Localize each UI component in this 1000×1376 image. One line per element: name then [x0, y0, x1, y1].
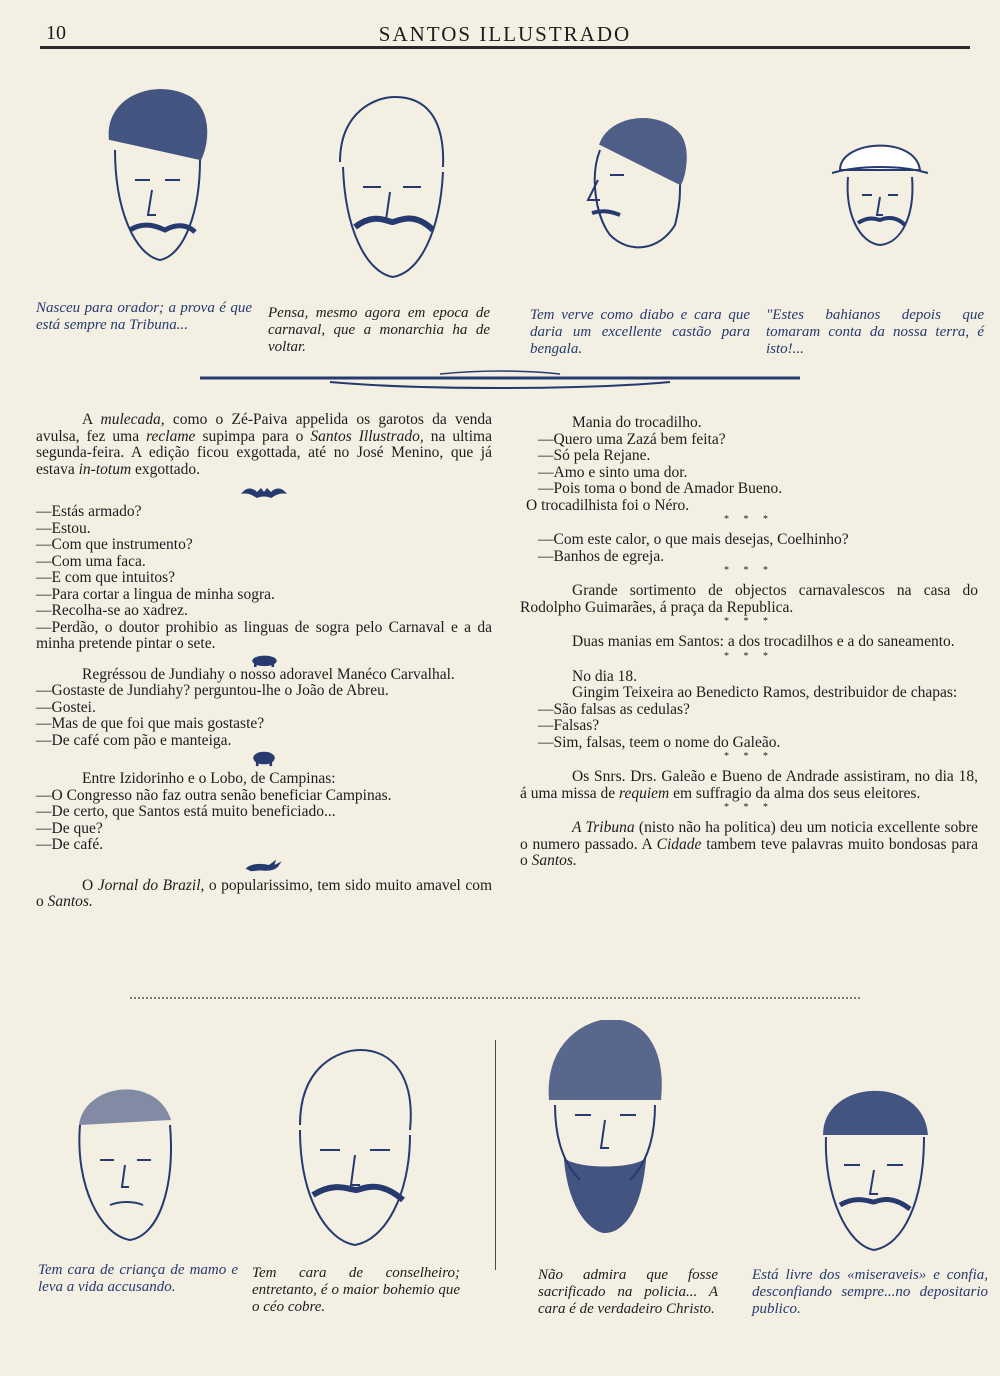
intro-paragraph: A mulecada, como o Zé-Paiva appelida os garotos da venda avulsa, fez uma reclame supimpa para o Santos Illustrado, na ultima segunda-feira. A edição ficou exgottada, até no José Menino, que já estava in-totum exgottado.	[36, 411, 492, 478]
text-line: Mania do trocadilho.	[572, 414, 702, 431]
section-separator	[130, 997, 860, 999]
top-caption-1: Nasceu para orador; a prova é que está sempre na Tribuna...	[36, 300, 252, 333]
asterism: * * *	[724, 514, 774, 525]
bottom-caption-3: Não admira que fosse sacrificado na policia... A cara é de verdadeiro Christo.	[538, 1267, 718, 1317]
paragraph-maneco: Regréssou de Jundiahy o nosso adoravel Manéco Carvalhal.	[82, 665, 455, 683]
top-caption-3: Tem verve como diabo e cara que daria um excellente castão para bengala.	[530, 307, 750, 357]
block-tribuna: A Tribuna (nisto não ha politica) deu um noticia excellente sobre o numero passado. A Cidade tambem teve palavras muito bondosas para o Santos.	[520, 819, 979, 869]
dialogue-line: —Com uma faca.	[36, 552, 146, 570]
text-line: —Com este calor, o que mais desejas, Coelhinho?	[538, 531, 849, 548]
dialogue-line: —Para cortar a lingua de minha sogra.	[36, 585, 275, 603]
text-line: —Só pela Rejane.	[538, 447, 651, 464]
dialogue-line: —Estás armado?	[36, 503, 142, 520]
asterism: * * *	[724, 802, 774, 813]
portrait-verve	[580, 105, 690, 265]
page-header	[40, 18, 970, 46]
block-sortimento: Grande sortimento de objectos carnavalescos na casa do Rodolpho Guimarães, á praça da Republica.	[520, 582, 978, 616]
paragraph-jornal: O Jornal do Brazil, o popularissimo, tem sido muito amavel com o Santos.	[36, 876, 492, 910]
bat-icon	[36, 482, 492, 504]
text-line: —Quero uma Zazá bem feita?	[538, 430, 726, 448]
block-missa: Os Snrs. Drs. Galeão e Bueno de Andrade assistiram, no dia 18, á uma missa de requiem em suffragio da alma dos seus eleitores.	[520, 768, 978, 802]
dialogue-line: —De café com pão e manteiga.	[36, 731, 232, 749]
dialogue-line: —Com que instrumento?	[36, 536, 193, 553]
text-line: —Banhos de egreja.	[538, 547, 665, 565]
top-caption-2: Pensa, mesmo agora em epoca de carnaval, que a monarchia ha de voltar.	[268, 305, 490, 355]
asterism: * * *	[724, 616, 774, 627]
block-calor	[520, 532, 978, 565]
asterism: * * *	[724, 650, 774, 662]
text-line: —São falsas as cedulas?	[538, 700, 690, 718]
rabbit-icon	[36, 856, 492, 878]
dialogue-line: —Gostaste de Jundiahy? perguntou-lhe o João de Abreu.	[36, 682, 389, 699]
dialogue-2	[36, 683, 492, 749]
ornament-divider	[200, 370, 800, 390]
page-number: 10	[46, 22, 66, 44]
top-caption-4: "Estes bahianos depois que tomaram conta da nossa terra, é isto!...	[766, 307, 984, 357]
dialogue-line: —E com que intuitos?	[36, 569, 176, 586]
text-line: —Amo e sinto uma dor.	[538, 463, 688, 481]
dialogue-line: —Estou.	[36, 519, 91, 537]
dialogue-line: —Perdão, o doutor prohibio as linguas de sogra pelo Carnaval e a da minha pretende pintar o sete.	[36, 618, 492, 652]
header-rule	[40, 46, 970, 49]
portrait-christo	[540, 1020, 670, 1235]
portrait-orator	[90, 80, 220, 270]
asterism: * * *	[724, 565, 774, 576]
pig-icon	[36, 653, 492, 667]
dialogue-line: —De que?	[36, 819, 103, 837]
block-date: No dia 18.	[572, 667, 638, 685]
block-manias: Duas manias em Santos: a dos trocadilhos e a do saneamento.	[572, 633, 955, 650]
text-line: —Pois toma o bond de Amador Bueno.	[538, 480, 783, 497]
dialogue-cedulas	[520, 702, 978, 752]
paragraph-campinas: Entre Izidorinho e o Lobo, de Campinas:	[82, 770, 336, 787]
asterism: * * *	[724, 751, 774, 762]
masthead-title: SANTOS ILLUSTRADO	[378, 22, 632, 46]
dialogue-1	[36, 504, 492, 653]
bottom-caption-1: Tem cara de criança de mamo e leva a vida accusando.	[38, 1262, 238, 1295]
pig-icon	[36, 749, 492, 771]
text-line: —Sim, falsas, teem o nome do Galeão.	[538, 733, 781, 751]
column-divider	[495, 1040, 496, 1270]
bottom-caption-2: Tem cara de conselheiro; entretanto, é o maior bohemio que o céo cobre.	[252, 1265, 460, 1315]
portrait-crianca	[65, 1075, 185, 1245]
text-line: O trocadilhista foi o Néro.	[526, 496, 690, 514]
block-gingim: Gingim Teixeira ao Benedicto Ramos, destribuidor de chapas:	[572, 684, 958, 701]
bottom-caption-4: Está livre dos «miseraveis» e confia, desconfiando sempre...no depositario publico.	[752, 1267, 988, 1317]
portrait-bahiano	[830, 125, 930, 250]
dialogue-line: —Gostei.	[36, 698, 96, 716]
left-column	[36, 412, 492, 911]
portrait-depositario	[812, 1075, 937, 1255]
dialogue-line: —Recolha-se ao xadrez.	[36, 602, 188, 619]
dialogue-line: —O Congresso não faz outra senão beneficiar Campinas.	[36, 786, 392, 804]
dialogue-3	[36, 788, 492, 854]
dialogue-line: —Mas de que foi que mais gostaste?	[36, 715, 265, 732]
dialogue-line: —De café.	[36, 836, 104, 853]
dialogue-line: —De certo, que Santos está muito beneficiado...	[36, 803, 336, 820]
portrait-conselheiro	[285, 1045, 425, 1250]
block-trocadilho	[520, 415, 978, 514]
right-column	[520, 415, 978, 870]
portrait-monarchist	[325, 92, 455, 282]
text-line: —Falsas?	[538, 717, 600, 734]
